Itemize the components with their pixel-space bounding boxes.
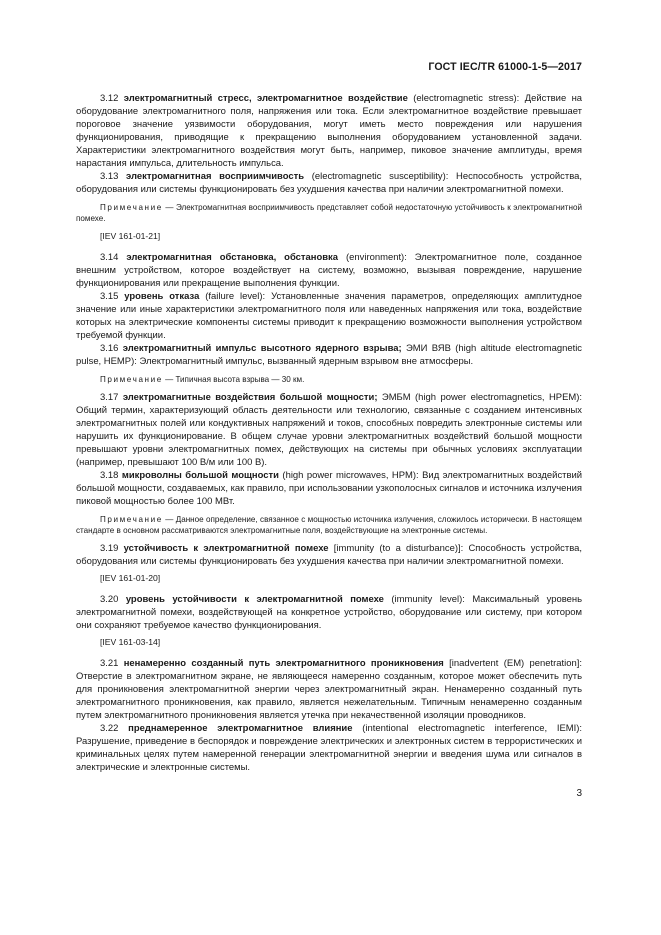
term: микроволны большой мощности xyxy=(121,470,279,481)
clause-number: 3.22 xyxy=(100,723,119,734)
definition-3-17 xyxy=(76,391,582,469)
note xyxy=(76,374,582,385)
term: уровень устойчивости к электромагнитной помехе xyxy=(125,594,384,605)
english-term: ЭМБМ (high power electromagnetics, HPEM): xyxy=(381,392,582,403)
english-term: (intentional electromagnetic interference, IEMI): xyxy=(362,723,583,734)
english-term: (high power microwaves, HPM): xyxy=(282,470,419,481)
page-number: 3 xyxy=(576,788,582,799)
english-term: [inadvertent (EM) penetration]: xyxy=(449,658,582,669)
note-label: Примечание xyxy=(100,515,163,524)
note xyxy=(76,202,582,224)
term: электромагнитная восприимчивость xyxy=(126,171,305,182)
english-term: ЭМИ ВЯВ (high altitude electromagnetic pulse, HEMP): xyxy=(76,343,583,367)
term: уровень отказа xyxy=(124,291,200,302)
english-term: (electromagnetic susceptibility): xyxy=(311,171,449,182)
term: устойчивость к электромагнитной помехе xyxy=(123,543,329,554)
clause-number: 3.20 xyxy=(100,594,119,605)
note-text: — Электромагнитная восприимчивость представляет собой недостаточную устойчивость к электромагнитной помехе. xyxy=(76,203,583,223)
reference-text: [IEV 161-03-14] xyxy=(100,637,161,647)
iev-reference xyxy=(76,230,582,243)
definition-text: Разрушение, приведение в беспорядок и повреждение электрических и электронных систем в террористических и криминальных целях путем намеренной генерации электромагнитной энергии и введения шума или сигналов в электрические и электронные системы. xyxy=(76,736,582,773)
term: электромагнитные воздействия большой мощности; xyxy=(122,392,378,403)
clause-number: 3.15 xyxy=(100,291,119,302)
note-text: — Данное определение, связанное с мощностью источника излучения, сложилось исторически. В настоящем стандарте в основном рассматриваются электромагнитные поля, воздействующие на электронные системы. xyxy=(76,515,582,535)
definition-3-20 xyxy=(76,593,582,632)
note xyxy=(76,514,582,536)
clause-number: 3.16 xyxy=(100,343,119,354)
definition-3-12 xyxy=(76,92,582,170)
definition-3-18 xyxy=(76,469,582,508)
term: электромагнитный импульс высотного ядерного взрыва; xyxy=(122,343,402,354)
definition-text: Вид электромагнитных воздействий большой мощности, создаваемых, как правило, при использовании узкополосных сигналов и источника излучения пиковой мощностью более 100 МВт. xyxy=(76,470,583,507)
definition-3-15 xyxy=(76,290,582,342)
definition-text: Действие на оборудование электромагнитного поля, напряжения или тока. Если электромагнитное воздействие превышает пороговое значение уязвимости оборудования, могут иметь место повреждения или нарушения функционирования, приводящие к прекращению выполнения оборудованием установленной задачи. Характеристики электромагнитного воздействия могут быть, например, пиковое значение амплитуды, время нарастания импульса, длительность импульса. xyxy=(76,93,583,169)
definition-text: Общий термин, характеризующий область деятельности или технологию, связанные с созданием интенсивных электромагнитных полей или кондуктивных напряжений и токов, способных повредить электронные системы или нарушить их функционирование. В общем случае уровни электромагнитных воздействий большой мощности превышают уровни электромагнитных помех, действующих на системы при обычных условиях эксплуатации (например, превышают 100 В/м или 100 В). xyxy=(76,405,582,468)
clause-number: 3.17 xyxy=(100,392,119,403)
definition-3-22 xyxy=(76,722,582,774)
definition-text: Электромагнитный импульс, вызванный ядерным взрывом вне атмосферы. xyxy=(139,356,474,367)
note-label: Примечание xyxy=(100,203,163,212)
clause-number: 3.13 xyxy=(100,171,119,182)
definition-text: Максимальный уровень электромагнитной помехи, воздействующей на конкретное устройство, оборудование или систему, при котором они сохраняют требуемое качество функционирования. xyxy=(76,594,583,631)
iev-reference xyxy=(76,572,582,585)
definition-text: Неспособность устройства, оборудования или системы функционировать без ухудшения качества при наличии электромагнитной помехи. xyxy=(76,171,582,195)
document-body xyxy=(76,92,582,774)
note-text: — Типичная высота взрыва — 30 км. xyxy=(165,375,305,384)
definition-text: Способность устройства, оборудования или системы функционировать без ухудшения качества при наличии электромагнитной помехи. xyxy=(76,543,583,567)
definition-3-16 xyxy=(76,342,582,368)
clause-number: 3.14 xyxy=(100,252,119,263)
definition-3-14 xyxy=(76,251,582,290)
definition-3-13 xyxy=(76,170,582,196)
iev-reference xyxy=(76,636,582,649)
clause-number: 3.21 xyxy=(100,658,119,669)
term: электромагнитная обстановка, обстановка xyxy=(126,252,339,263)
english-term: (electromagnetic stress): xyxy=(413,93,520,104)
reference-text: [IEV 161-01-21] xyxy=(100,231,161,241)
document-code-header: ГОСТ IEC/TR 61000-1-5—2017 xyxy=(428,61,582,73)
clause-number: 3.19 xyxy=(100,543,119,554)
definition-3-19 xyxy=(76,542,582,568)
english-term: [immunity (to a disturbance)]: xyxy=(333,543,464,554)
definition-3-21 xyxy=(76,657,582,722)
english-term: (environment): xyxy=(345,252,407,263)
definition-text: Установленные значения параметров, определяющих амплитудное значение или иные характеристики электромагнитного поля или наведенных напряжения или тока, воздействие которых на электрические компоненты системы приводит к прекращению возможности выполнения устройством требуемой функции. xyxy=(76,291,582,341)
english-term: (failure level): xyxy=(205,291,266,302)
definition-text: Электромагнитное поле, созданное внешним устройством, которое воздействует на систему, возможно, вызывая повреждение, нарушение функционирования или прекращение выполнения функции. xyxy=(76,252,582,289)
note-label: Примечание xyxy=(100,375,163,384)
definition-text: Отверстие в электромагнитном экране, не являющееся намеренно созданным, которое может обеспечить путь для проникновения электромагнитной энергии через электромагнитный экран. Ненамеренно созданный путь электромагнитного проникновения, как правило, является нежелательным. Типичным ненамеренно созданным путем электромагнитного проникновения является утечка при некачественной изоляции проводников. xyxy=(76,671,582,721)
term: преднамеренное электромагнитное влияние xyxy=(128,723,353,734)
clause-number: 3.12 xyxy=(100,93,119,104)
english-term: (immunity level): xyxy=(391,594,465,605)
clause-number: 3.18 xyxy=(100,470,119,481)
term: ненамеренно созданный путь электромагнитного проникновения xyxy=(123,658,444,669)
reference-text: [IEV 161-01-20] xyxy=(100,573,161,583)
term: электромагнитный стресс, электромагнитное воздействие xyxy=(123,93,408,104)
